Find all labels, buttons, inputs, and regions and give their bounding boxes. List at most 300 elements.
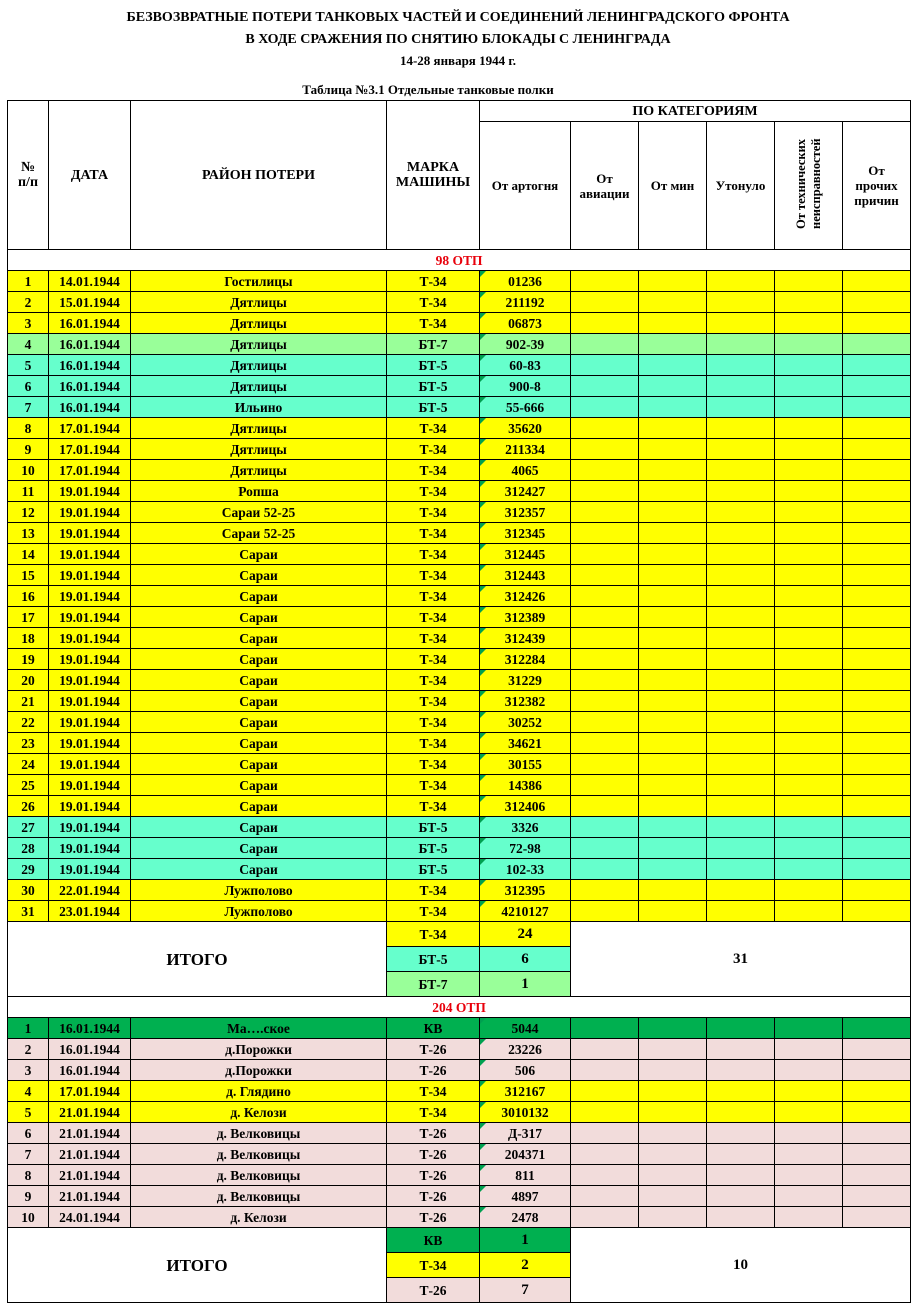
row-mines-value — [639, 439, 707, 460]
total-count: 7 — [480, 1278, 571, 1303]
cell-comment-marker-icon — [480, 670, 486, 676]
row-date: 19.01.1944 — [49, 712, 131, 733]
row-drowned-value — [707, 1018, 775, 1039]
row-date: 16.01.1944 — [49, 397, 131, 418]
row-artillery-value: 312445 — [480, 544, 571, 565]
row-mines-value — [639, 754, 707, 775]
row-model: Т-34 — [387, 460, 480, 481]
row-number: 8 — [8, 418, 49, 439]
row-drowned-value — [707, 670, 775, 691]
row-aviation-value — [571, 691, 639, 712]
cell-comment-marker-icon — [480, 313, 486, 319]
row-drowned-value — [707, 1165, 775, 1186]
row-area: Сараи — [131, 691, 387, 712]
row-mines-value — [639, 1186, 707, 1207]
row-date: 15.01.1944 — [49, 292, 131, 313]
row-mines-value — [639, 523, 707, 544]
row-drowned-value — [707, 586, 775, 607]
row-other-value — [843, 1144, 911, 1165]
row-artillery-value: 102-33 — [480, 859, 571, 880]
total-row — [8, 1228, 911, 1253]
losses-table — [7, 100, 911, 1303]
total-model: Т-34 — [387, 1253, 480, 1278]
row-aviation-value — [571, 901, 639, 922]
row-model: Т-34 — [387, 649, 480, 670]
row-date: 21.01.1944 — [49, 1144, 131, 1165]
row-drowned-value — [707, 1186, 775, 1207]
row-drowned-value — [707, 901, 775, 922]
row-model: БТ-5 — [387, 355, 480, 376]
row-artillery-value: 211334 — [480, 439, 571, 460]
cell-comment-marker-icon — [480, 1207, 486, 1213]
row-mines-value — [639, 901, 707, 922]
row-mines-value — [639, 502, 707, 523]
row-other-value — [843, 460, 911, 481]
section-header-row — [8, 997, 911, 1018]
row-technical-value — [775, 586, 843, 607]
cell-comment-marker-icon — [480, 1144, 486, 1150]
row-aviation-value — [571, 607, 639, 628]
row-area: Дятлицы — [131, 313, 387, 334]
row-mines-value — [639, 733, 707, 754]
row-artillery-value: 23226 — [480, 1039, 571, 1060]
row-number: 2 — [8, 1039, 49, 1060]
row-aviation-value — [571, 670, 639, 691]
row-other-value — [843, 1018, 911, 1039]
row-number: 18 — [8, 628, 49, 649]
total-model: КВ — [387, 1228, 480, 1253]
row-aviation-value — [571, 355, 639, 376]
table-row — [8, 271, 911, 292]
row-area: Сараи — [131, 670, 387, 691]
row-artillery-value: 312389 — [480, 607, 571, 628]
col-header-aviation: От авиации — [571, 122, 639, 250]
row-mines-value — [639, 859, 707, 880]
row-technical-value — [775, 523, 843, 544]
row-model: Т-26 — [387, 1186, 480, 1207]
row-number: 19 — [8, 649, 49, 670]
row-mines-value — [639, 565, 707, 586]
table-row — [8, 334, 911, 355]
row-date: 16.01.1944 — [49, 1060, 131, 1081]
row-technical-value — [775, 334, 843, 355]
row-area: Гостилицы — [131, 271, 387, 292]
row-aviation-value — [571, 1039, 639, 1060]
row-number: 7 — [8, 1144, 49, 1165]
row-area: д.Порожки — [131, 1039, 387, 1060]
row-other-value — [843, 607, 911, 628]
row-number: 27 — [8, 817, 49, 838]
row-model: Т-34 — [387, 502, 480, 523]
row-technical-value — [775, 313, 843, 334]
row-other-value — [843, 733, 911, 754]
row-mines-value — [639, 1207, 707, 1228]
row-technical-value — [775, 628, 843, 649]
row-date: 19.01.1944 — [49, 544, 131, 565]
row-drowned-value — [707, 880, 775, 901]
row-aviation-value — [571, 1060, 639, 1081]
row-artillery-value: 312427 — [480, 481, 571, 502]
row-artillery-value: 312443 — [480, 565, 571, 586]
cell-comment-marker-icon — [480, 628, 486, 634]
row-drowned-value — [707, 712, 775, 733]
row-date: 14.01.1944 — [49, 271, 131, 292]
row-technical-value — [775, 607, 843, 628]
row-area: Дятлицы — [131, 292, 387, 313]
row-date: 19.01.1944 — [49, 838, 131, 859]
row-aviation-value — [571, 334, 639, 355]
row-drowned-value — [707, 1144, 775, 1165]
row-model: Т-34 — [387, 523, 480, 544]
cell-comment-marker-icon — [480, 1102, 486, 1108]
section-title: 204 ОТП — [8, 997, 911, 1018]
table-row — [8, 502, 911, 523]
row-drowned-value — [707, 733, 775, 754]
row-aviation-value — [571, 838, 639, 859]
grand-total: 31 — [571, 922, 911, 997]
row-mines-value — [639, 649, 707, 670]
row-drowned-value — [707, 271, 775, 292]
row-mines-value — [639, 397, 707, 418]
row-other-value — [843, 1123, 911, 1144]
row-date: 19.01.1944 — [49, 859, 131, 880]
row-artillery-value: 312345 — [480, 523, 571, 544]
table-row — [8, 565, 911, 586]
row-date: 16.01.1944 — [49, 355, 131, 376]
row-number: 5 — [8, 1102, 49, 1123]
row-date: 19.01.1944 — [49, 733, 131, 754]
row-technical-value — [775, 1186, 843, 1207]
cell-comment-marker-icon — [480, 733, 486, 739]
table-row — [8, 1186, 911, 1207]
table-row — [8, 817, 911, 838]
row-model: Т-34 — [387, 565, 480, 586]
row-artillery-value: 3326 — [480, 817, 571, 838]
row-area: Дятлицы — [131, 439, 387, 460]
row-date: 17.01.1944 — [49, 460, 131, 481]
row-model: Т-34 — [387, 775, 480, 796]
table-row — [8, 313, 911, 334]
row-model: Т-26 — [387, 1165, 480, 1186]
row-date: 17.01.1944 — [49, 418, 131, 439]
row-number: 3 — [8, 313, 49, 334]
row-drowned-value — [707, 502, 775, 523]
row-artillery-value: 34621 — [480, 733, 571, 754]
row-area: Сараи — [131, 838, 387, 859]
row-number: 4 — [8, 334, 49, 355]
row-date: 19.01.1944 — [49, 586, 131, 607]
row-number: 6 — [8, 376, 49, 397]
table-row — [8, 523, 911, 544]
cell-comment-marker-icon — [480, 1165, 486, 1171]
row-mines-value — [639, 1060, 707, 1081]
row-technical-value — [775, 649, 843, 670]
row-artillery-value: 4065 — [480, 460, 571, 481]
row-other-value — [843, 817, 911, 838]
row-technical-value — [775, 1039, 843, 1060]
row-drowned-value — [707, 859, 775, 880]
row-number: 11 — [8, 481, 49, 502]
row-technical-value — [775, 880, 843, 901]
row-artillery-value: 211192 — [480, 292, 571, 313]
row-other-value — [843, 1081, 911, 1102]
row-aviation-value — [571, 649, 639, 670]
row-other-value — [843, 859, 911, 880]
row-date: 21.01.1944 — [49, 1102, 131, 1123]
table-row — [8, 1039, 911, 1060]
row-model: Т-34 — [387, 880, 480, 901]
row-number: 14 — [8, 544, 49, 565]
row-number: 24 — [8, 754, 49, 775]
row-technical-value — [775, 691, 843, 712]
row-date: 21.01.1944 — [49, 1186, 131, 1207]
table-row — [8, 1165, 911, 1186]
row-drowned-value — [707, 418, 775, 439]
row-number: 21 — [8, 691, 49, 712]
row-date: 17.01.1944 — [49, 439, 131, 460]
row-other-value — [843, 1165, 911, 1186]
row-area: Сараи — [131, 796, 387, 817]
row-other-value — [843, 796, 911, 817]
row-other-value — [843, 418, 911, 439]
col-header-technical: От технических неисправностей — [775, 122, 843, 250]
row-other-value — [843, 397, 911, 418]
row-technical-value — [775, 565, 843, 586]
row-model: БТ-5 — [387, 859, 480, 880]
row-area: Ильино — [131, 397, 387, 418]
row-area: Сараи — [131, 733, 387, 754]
table-row — [8, 292, 911, 313]
row-date: 19.01.1944 — [49, 775, 131, 796]
row-technical-value — [775, 901, 843, 922]
row-area: д. Велковицы — [131, 1144, 387, 1165]
row-artillery-value: 2478 — [480, 1207, 571, 1228]
row-model: Т-26 — [387, 1123, 480, 1144]
row-artillery-value: 312357 — [480, 502, 571, 523]
row-area: д. Велковицы — [131, 1165, 387, 1186]
doc-title-dates: 14-28 января 1944 г. — [399, 53, 517, 68]
row-technical-value — [775, 355, 843, 376]
row-mines-value — [639, 313, 707, 334]
cell-comment-marker-icon — [480, 439, 486, 445]
row-other-value — [843, 1060, 911, 1081]
row-other-value — [843, 544, 911, 565]
row-model: БТ-7 — [387, 334, 480, 355]
row-artillery-value: 60-83 — [480, 355, 571, 376]
cell-comment-marker-icon — [480, 460, 486, 466]
row-number: 22 — [8, 712, 49, 733]
row-technical-value — [775, 733, 843, 754]
row-date: 19.01.1944 — [49, 754, 131, 775]
col-header-artillery: От артогня — [480, 122, 571, 250]
row-aviation-value — [571, 481, 639, 502]
row-area: д. Келози — [131, 1207, 387, 1228]
row-aviation-value — [571, 1081, 639, 1102]
row-other-value — [843, 334, 911, 355]
table-row — [8, 796, 911, 817]
row-technical-value — [775, 271, 843, 292]
row-model: Т-26 — [387, 1039, 480, 1060]
cell-comment-marker-icon — [480, 754, 486, 760]
section-title: 98 ОТП — [8, 250, 911, 271]
row-model: БТ-5 — [387, 817, 480, 838]
row-aviation-value — [571, 1144, 639, 1165]
cell-comment-marker-icon — [480, 1081, 486, 1087]
row-technical-value — [775, 1018, 843, 1039]
row-drowned-value — [707, 796, 775, 817]
row-date: 19.01.1944 — [49, 691, 131, 712]
row-model: Т-34 — [387, 544, 480, 565]
row-area: д. Келози — [131, 1102, 387, 1123]
doc-title-line-1: БЕЗВОЗВРАТНЫЕ ПОТЕРИ ТАНКОВЫХ ЧАСТЕЙ И СОЕДИНЕНИЙ ЛЕНИНГРАДСКОГО ФРОНТА — [126, 10, 790, 25]
row-technical-value — [775, 712, 843, 733]
row-artillery-value: Д-317 — [480, 1123, 571, 1144]
row-aviation-value — [571, 502, 639, 523]
row-aviation-value — [571, 859, 639, 880]
row-drowned-value — [707, 355, 775, 376]
total-count: 1 — [480, 1228, 571, 1253]
row-area: Сараи — [131, 859, 387, 880]
row-mines-value — [639, 460, 707, 481]
row-artillery-value: 31229 — [480, 670, 571, 691]
row-model: Т-34 — [387, 754, 480, 775]
row-drowned-value — [707, 460, 775, 481]
row-date: 19.01.1944 — [49, 523, 131, 544]
row-area: Лужполово — [131, 880, 387, 901]
row-area: д. Велковицы — [131, 1123, 387, 1144]
total-label: ИТОГО — [8, 1228, 387, 1303]
col-header-model: МАРКА МАШИНЫ — [387, 101, 480, 250]
table-row — [8, 901, 911, 922]
row-drowned-value — [707, 838, 775, 859]
row-area: Сараи — [131, 628, 387, 649]
row-area: Дятлицы — [131, 460, 387, 481]
row-technical-value — [775, 502, 843, 523]
table-row — [8, 838, 911, 859]
row-aviation-value — [571, 460, 639, 481]
row-artillery-value: 30155 — [480, 754, 571, 775]
row-number: 9 — [8, 439, 49, 460]
row-model: Т-34 — [387, 712, 480, 733]
row-artillery-value: 4897 — [480, 1186, 571, 1207]
row-mines-value — [639, 1123, 707, 1144]
row-aviation-value — [571, 1165, 639, 1186]
table-row — [8, 544, 911, 565]
row-aviation-value — [571, 1207, 639, 1228]
row-date: 16.01.1944 — [49, 313, 131, 334]
table-row — [8, 859, 911, 880]
row-area: Ропша — [131, 481, 387, 502]
row-model: Т-34 — [387, 1081, 480, 1102]
row-technical-value — [775, 1081, 843, 1102]
row-mines-value — [639, 481, 707, 502]
row-date: 17.01.1944 — [49, 1081, 131, 1102]
row-technical-value — [775, 544, 843, 565]
row-model: Т-34 — [387, 628, 480, 649]
row-technical-value — [775, 817, 843, 838]
row-area: Сараи — [131, 565, 387, 586]
row-aviation-value — [571, 1123, 639, 1144]
col-header-other: От прочих причин — [843, 122, 911, 250]
cell-comment-marker-icon — [480, 649, 486, 655]
row-mines-value — [639, 775, 707, 796]
row-technical-value — [775, 460, 843, 481]
row-model: Т-34 — [387, 481, 480, 502]
row-number: 28 — [8, 838, 49, 859]
row-date: 19.01.1944 — [49, 796, 131, 817]
row-aviation-value — [571, 1018, 639, 1039]
row-aviation-value — [571, 439, 639, 460]
row-model: БТ-5 — [387, 838, 480, 859]
row-artillery-value: 312382 — [480, 691, 571, 712]
cell-comment-marker-icon — [480, 502, 486, 508]
row-number: 1 — [8, 1018, 49, 1039]
row-drowned-value — [707, 376, 775, 397]
row-area: Сараи — [131, 544, 387, 565]
table-row — [8, 1081, 911, 1102]
row-model: Т-26 — [387, 1060, 480, 1081]
row-number: 17 — [8, 607, 49, 628]
row-technical-value — [775, 859, 843, 880]
row-number: 26 — [8, 796, 49, 817]
row-date: 24.01.1944 — [49, 1207, 131, 1228]
row-aviation-value — [571, 565, 639, 586]
table-caption: Таблица №3.1 Отдельные танковые полки — [302, 82, 554, 97]
row-artillery-value: 5044 — [480, 1018, 571, 1039]
cell-comment-marker-icon — [480, 1123, 486, 1129]
row-mines-value — [639, 691, 707, 712]
row-model: Т-34 — [387, 418, 480, 439]
row-drowned-value — [707, 1207, 775, 1228]
row-artillery-value: 01236 — [480, 271, 571, 292]
row-artillery-value: 55-666 — [480, 397, 571, 418]
table-row — [8, 880, 911, 901]
row-date: 19.01.1944 — [49, 817, 131, 838]
row-artillery-value: 3010132 — [480, 1102, 571, 1123]
row-area: д. Велковицы — [131, 1186, 387, 1207]
row-area: Сараи 52-25 — [131, 523, 387, 544]
row-drowned-value — [707, 1060, 775, 1081]
cell-comment-marker-icon — [480, 838, 486, 844]
row-other-value — [843, 754, 911, 775]
row-other-value — [843, 880, 911, 901]
row-model: Т-26 — [387, 1207, 480, 1228]
row-mines-value — [639, 712, 707, 733]
row-other-value — [843, 628, 911, 649]
col-header-mines: От мин — [639, 122, 707, 250]
section-header-row — [8, 250, 911, 271]
table-row — [8, 376, 911, 397]
row-aviation-value — [571, 880, 639, 901]
row-aviation-value — [571, 1186, 639, 1207]
row-drowned-value — [707, 1123, 775, 1144]
table-row — [8, 712, 911, 733]
row-model: Т-34 — [387, 607, 480, 628]
row-area: д. Глядино — [131, 1081, 387, 1102]
row-area: Сараи — [131, 586, 387, 607]
table-row — [8, 628, 911, 649]
row-artillery-value: 30252 — [480, 712, 571, 733]
row-technical-value — [775, 838, 843, 859]
row-aviation-value — [571, 775, 639, 796]
row-technical-value — [775, 292, 843, 313]
row-drowned-value — [707, 334, 775, 355]
cell-comment-marker-icon — [480, 355, 486, 361]
row-area: Дятлицы — [131, 355, 387, 376]
row-number: 8 — [8, 1165, 49, 1186]
row-aviation-value — [571, 292, 639, 313]
row-other-value — [843, 565, 911, 586]
